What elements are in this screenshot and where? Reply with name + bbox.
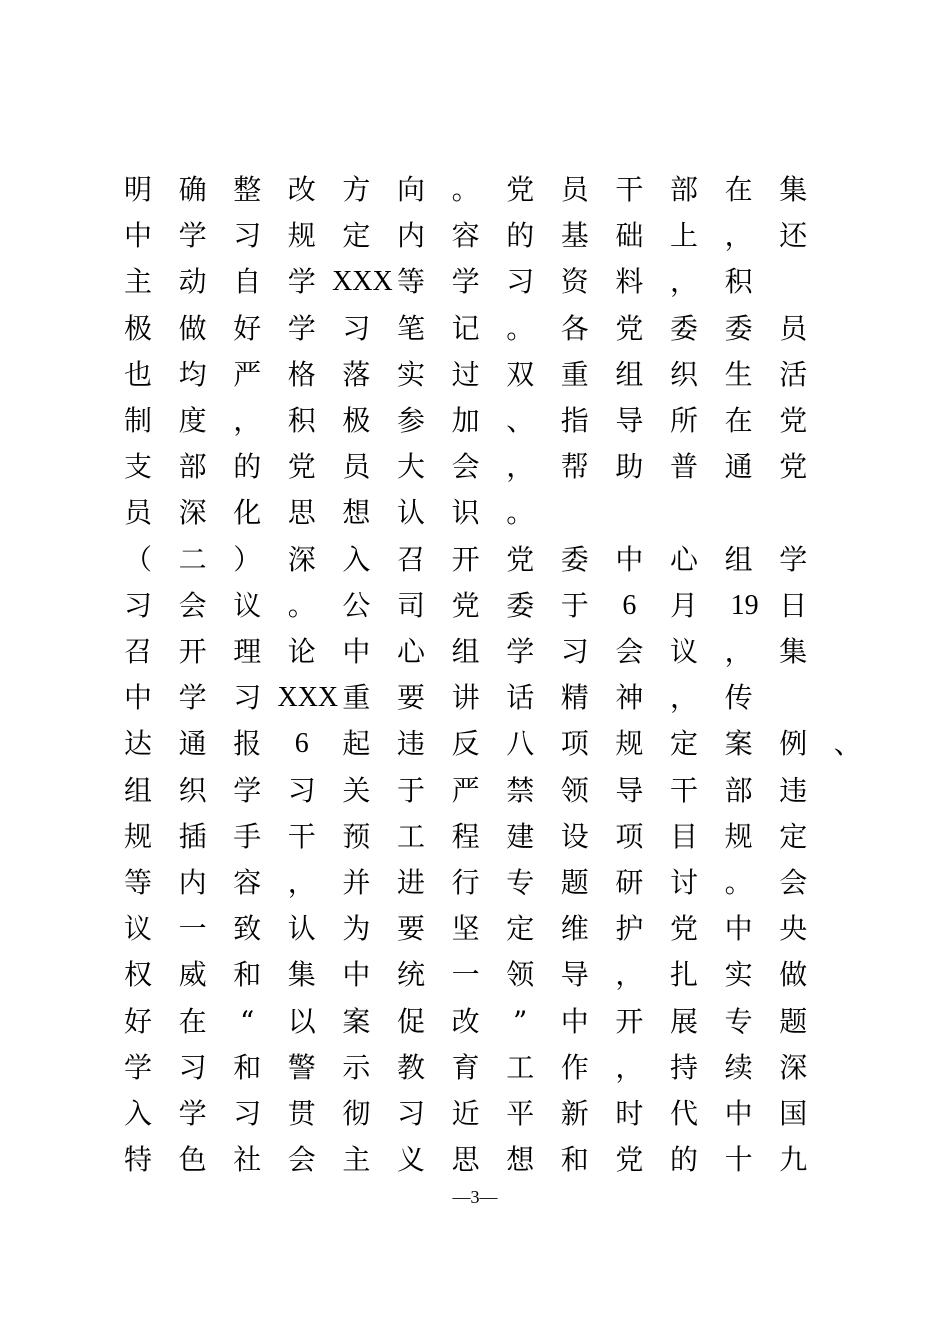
text-line: 员 深 化 思 想 认 识 。 <box>124 496 535 530</box>
page-number: —3— <box>452 1187 498 1207</box>
text-line: 习 会 议 。 公 司 党 委 于 6 月 19 日 <box>124 588 808 622</box>
text-line: 入 学 习 贯 彻 习 近 平 新 时 代 中 国 <box>124 1097 808 1130</box>
text-line: 规 插 手 干 预 工 程 建 设 项 目 规 定 <box>124 819 808 853</box>
text-line: 权 威 和 集 中 统 一 领 导 ， 扎 实 做 <box>124 958 808 992</box>
text-line: 制 度 ， 积 极 参 加 、 指 导 所 在 党 <box>124 404 808 437</box>
text-line: 达 通 报 6 起 违 反 八 项 规 定 案 例 、 <box>124 727 862 761</box>
text-line: 中 学 习 XXX 重 要 讲 话 精 神 ， 传 <box>124 681 753 715</box>
text-line: 中 学 习 规 定 内 容 的 基 础 上 ， 还 <box>124 219 808 253</box>
text-line: 好 在 “ 以 案 促 改 ” 中 开 展 专 题 <box>124 1004 808 1038</box>
text-line: （ 二 ） 深 入 召 开 党 委 中 心 组 学 <box>124 542 808 576</box>
text-line: 极 做 好 学 习 笔 记 。 各 党 委 委 员 <box>124 311 808 345</box>
text-line: 议 一 致 认 为 要 坚 定 维 护 党 中 央 <box>124 912 808 946</box>
text-line: 等 内 容 ， 并 进 行 专 题 研 讨 。 会 <box>124 866 808 899</box>
text-line: 也 均 严 格 落 实 过 双 重 组 织 生 活 <box>124 357 808 391</box>
text-line: 主 动 自 学 XXX 等 学 习 资 料 ， 积 <box>124 265 753 299</box>
text-line: 明 确 整 改 方 向 。 党 员 干 部 在 集 <box>124 173 808 206</box>
text-line: 学 习 和 警 示 教 育 工 作 ， 持 续 深 <box>124 1050 808 1084</box>
text-line: 特 色 社 会 主 义 思 想 和 党 的 十 九 <box>124 1143 808 1177</box>
text-line: 组 织 学 习 关 于 严 禁 领 导 干 部 违 <box>124 773 808 807</box>
text-line: 支 部 的 党 员 大 会 ， 帮 助 普 通 党 <box>124 450 808 484</box>
text-line: 召 开 理 论 中 心 组 学 习 会 议 ， 集 <box>124 635 808 668</box>
